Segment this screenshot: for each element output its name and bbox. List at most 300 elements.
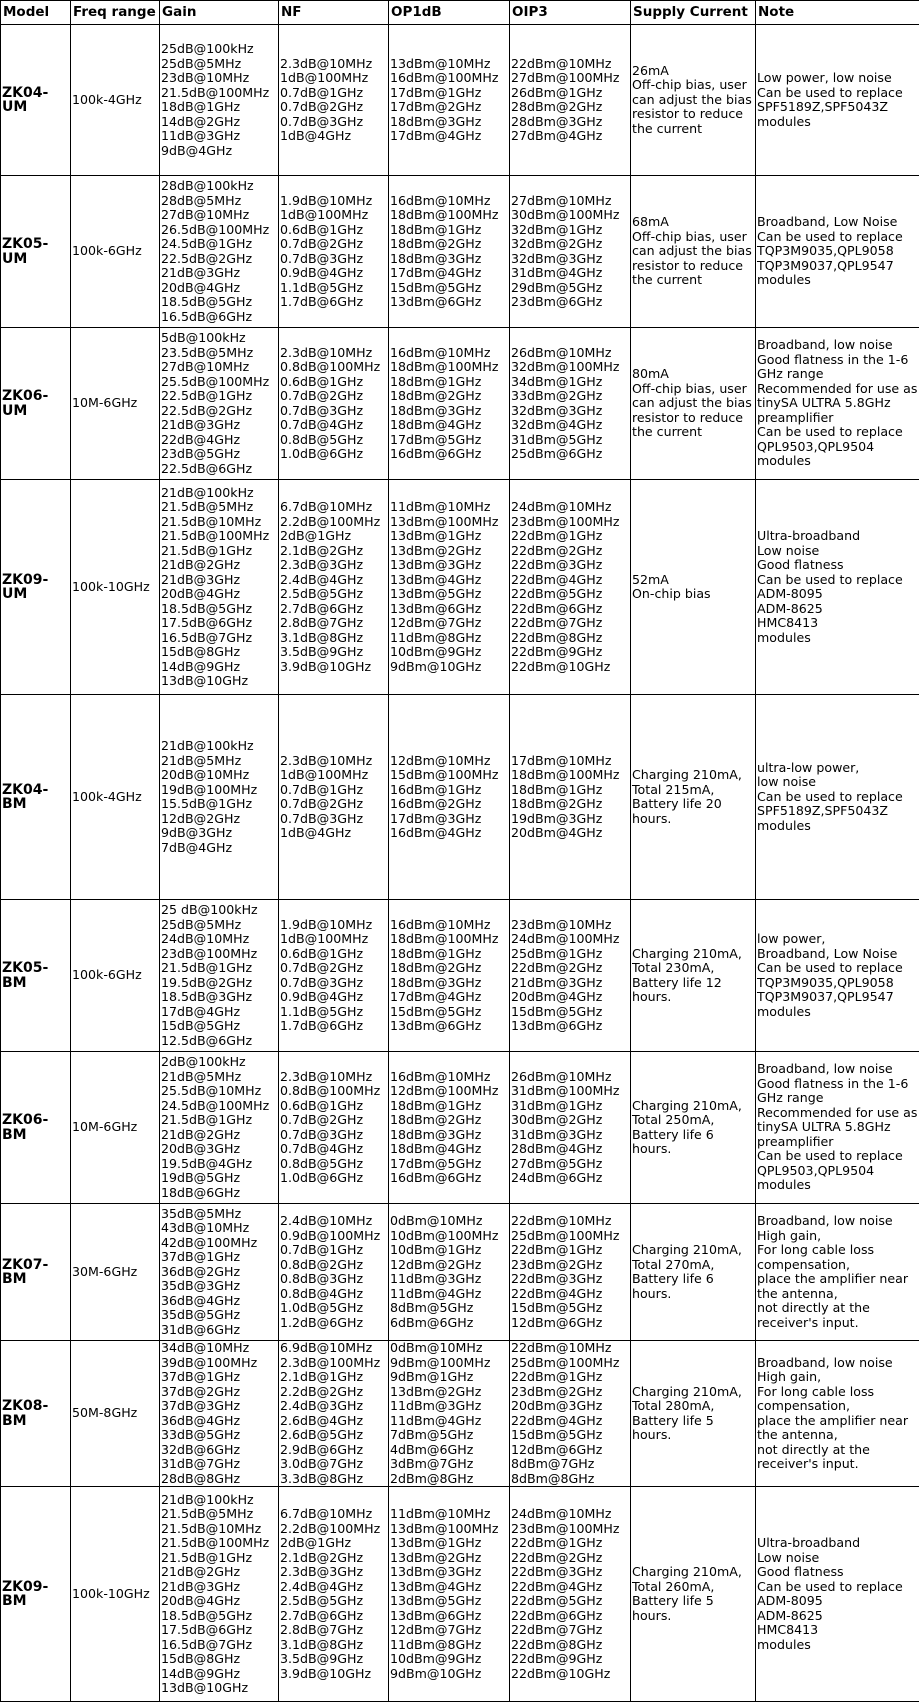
oip3-line: 31dBm@100MHz [511,1084,629,1099]
gain-line: 21.5dB@1GHz [161,1113,277,1128]
note-line: Broadband, Low Noise [757,215,918,230]
gain-line: 23dB@5GHz [161,447,277,462]
supply-current-cell [631,900,756,1052]
note-line: ADM-8625 [757,602,918,617]
nf-line: 2.4dB@4GHz [280,573,387,588]
note-line: Good flatness [757,558,918,573]
oip3-line: 22dBm@1GHz [511,1536,629,1551]
table-row [1,900,919,1052]
gain-line: 28dB@100kHz [161,179,277,194]
oip3-line: 33dBm@2GHz [511,389,629,404]
op1db-line: 18dBm@100MHz [390,360,508,375]
gain-line: 19.5dB@2GHz [161,976,277,991]
oip3-line: 26dBm@1GHz [511,86,629,101]
oip3-line: 23dBm@2GHz [511,1385,629,1400]
nf-line: 3.1dB@8GHz [280,1638,387,1653]
gain-line: 21.5dB@1GHz [161,1551,277,1566]
gain-line: 17dB@4GHz [161,1005,277,1020]
model-cell: ZK09-UM [1,480,71,695]
nf-cell [279,695,389,900]
gain-line: 11dB@3GHz [161,129,277,144]
note-line: High gain, [757,1370,918,1385]
header-freq-range: Freq range [71,1,160,25]
gain-line: 12dB@2GHz [161,812,277,827]
op1db-line: 13dBm@4GHz [390,573,508,588]
supply-current-cell [631,480,756,695]
note-line: low noise [757,775,918,790]
note-cell [756,1487,919,1702]
note-line: Ultra-broadband [757,529,918,544]
gain-line: 19dB@5GHz [161,1171,277,1186]
header-note: Note [756,1,919,25]
note-line: Low power, low noise [757,71,918,86]
op1db-line: 16dBm@2GHz [390,797,508,812]
oip3-line: 32dBm@2GHz [511,237,629,252]
nf-line: 0.9dB@100MHz [280,1229,387,1244]
op1db-line: 18dBm@100MHz [390,932,508,947]
note-line: Broadband, low noise [757,1062,918,1077]
nf-line: 1dB@4GHz [280,826,387,841]
oip3-line: 22dBm@9GHz [511,645,629,660]
gain-line: 9dB@4GHz [161,144,277,159]
oip3-cell [510,328,631,480]
oip3-cell [510,176,631,328]
op1db-line: 9dBm@100MHz [390,1356,508,1371]
gain-line: 21dB@3GHz [161,266,277,281]
nf-line: 0.6dB@1GHz [280,223,387,238]
oip3-line: 8dBm@7GHz [511,1457,629,1472]
nf-line: 0.6dB@1GHz [280,947,387,962]
gain-line: 24.5dB@100MHz [161,1099,277,1114]
gain-line: 15dB@8GHz [161,1652,277,1667]
gain-line: 25 dB@100kHz [161,903,277,918]
nf-line: 2.4dB@10MHz [280,1214,387,1229]
oip3-line: 28dBm@4GHz [511,1142,629,1157]
current-line: Charging 210mA, [632,1099,754,1114]
oip3-line: 25dBm@100MHz [511,1356,629,1371]
freq-range-cell: 100k-10GHz [71,1487,160,1702]
nf-line: 0.8dB@100MHz [280,360,387,375]
oip3-line: 26dBm@10MHz [511,1070,629,1085]
gain-line: 16.5dB@7GHz [161,1638,277,1653]
note-line: TQP3M9037,QPL9547 [757,990,918,1005]
op1db-line: 18dBm@1GHz [390,375,508,390]
op1db-line: 11dBm@3GHz [390,1399,508,1414]
note-line: Can be used to replace [757,1580,918,1595]
op1db-line: 13dBm@6GHz [390,602,508,617]
current-line: Battery life 6 hours. [632,1128,754,1157]
oip3-cell [510,1204,631,1341]
gain-cell [160,900,279,1052]
gain-line: 18.5dB@5GHz [161,1609,277,1624]
gain-line: 18dB@1GHz [161,100,277,115]
gain-line: 20dB@4GHz [161,281,277,296]
gain-cell [160,1341,279,1487]
nf-cell [279,1052,389,1204]
header-nf: NF [279,1,389,25]
oip3-line: 25dBm@1GHz [511,947,629,962]
current-line: Off-chip bias, user can adjust the bias resistor to reduce the current [632,382,754,440]
nf-line: 2.2dB@100MHz [280,1522,387,1537]
nf-cell [279,328,389,480]
supply-current-cell [631,176,756,328]
table-row [1,1341,919,1487]
note-line: Broadband, low noise [757,1214,918,1229]
gain-line: 21.5dB@100MHz [161,86,277,101]
oip3-line: 22dBm@2GHz [511,1551,629,1566]
oip3-cell [510,1487,631,1702]
oip3-line: 24dBm@10MHz [511,1507,629,1522]
oip3-line: 30dBm@100MHz [511,208,629,223]
op1db-line: 13dBm@3GHz [390,558,508,573]
gain-line: 18.5dB@3GHz [161,990,277,1005]
oip3-line: 15dBm@5GHz [511,1301,629,1316]
op1db-line: 11dBm@3GHz [390,1272,508,1287]
op1db-line: 16dBm@100MHz [390,71,508,86]
gain-line: 14dB@9GHz [161,1667,277,1682]
oip3-line: 12dBm@6GHz [511,1316,629,1331]
model-cell: ZK08-BM [1,1341,71,1487]
op1db-line: 13dBm@6GHz [390,295,508,310]
current-line: Battery life 12 hours. [632,976,754,1005]
op1db-line: 16dBm@10MHz [390,194,508,209]
table-row [1,328,919,480]
op1db-line: 4dBm@6GHz [390,1443,508,1458]
gain-line: 21dB@2GHz [161,1565,277,1580]
oip3-line: 22dBm@9GHz [511,1652,629,1667]
note-cell [756,695,919,900]
table-row [1,1487,919,1702]
op1db-line: 18dBm@2GHz [390,961,508,976]
supply-current-cell [631,1204,756,1341]
note-cell [756,900,919,1052]
gain-line: 21dB@5MHz [161,754,277,769]
gain-line: 37dB@1GHz [161,1250,277,1265]
oip3-line: 22dBm@10MHz [511,57,629,72]
supply-current-cell [631,25,756,176]
nf-line: 0.9dB@4GHz [280,266,387,281]
gain-line: 21dB@100kHz [161,1493,277,1508]
op1db-line: 13dBm@10MHz [390,57,508,72]
oip3-line: 22dBm@10MHz [511,1214,629,1229]
gain-line: 21dB@2GHz [161,1128,277,1143]
oip3-line: 32dBm@4GHz [511,418,629,433]
nf-line: 3.9dB@10GHz [280,1667,387,1682]
nf-line: 2.5dB@5GHz [280,587,387,602]
current-line: 52mA [632,573,754,588]
gain-line: 18dB@6GHz [161,1186,277,1201]
current-line: Total 280mA, [632,1399,754,1414]
op1db-line: 9dBm@10GHz [390,1667,508,1682]
nf-cell [279,900,389,1052]
op1db-line: 15dBm@5GHz [390,1005,508,1020]
oip3-line: 22dBm@10GHz [511,660,629,675]
gain-line: 35dB@5MHz [161,1207,277,1222]
op1db-line: 3dBm@7GHz [390,1457,508,1472]
freq-range-cell: 10M-6GHz [71,1052,160,1204]
gain-line: 31dB@7GHz [161,1457,277,1472]
nf-line: 1.7dB@6GHz [280,1019,387,1034]
oip3-line: 22dBm@2GHz [511,961,629,976]
op1db-line: 13dBm@1GHz [390,1536,508,1551]
oip3-cell [510,480,631,695]
freq-range-cell: 100k-4GHz [71,25,160,176]
oip3-line: 32dBm@3GHz [511,252,629,267]
gain-line: 21.5dB@5MHz [161,500,277,515]
oip3-line: 25dBm@100MHz [511,1229,629,1244]
nf-line: 0.6dB@1GHz [280,1099,387,1114]
oip3-line: 23dBm@100MHz [511,1522,629,1537]
gain-line: 36dB@2GHz [161,1265,277,1280]
gain-line: 14dB@2GHz [161,115,277,130]
gain-line: 22.5dB@2GHz [161,252,277,267]
table-row [1,25,919,176]
oip3-line: 18dBm@100MHz [511,768,629,783]
nf-line: 2.6dB@4GHz [280,1414,387,1429]
current-line: 26mA [632,64,754,79]
gain-line: 19dB@100MHz [161,783,277,798]
oip3-line: 31dBm@4GHz [511,266,629,281]
note-line: Broadband, low noise [757,1356,918,1371]
op1db-line: 12dBm@7GHz [390,616,508,631]
current-line: 68mA [632,215,754,230]
op1db-line: 11dBm@10MHz [390,1507,508,1522]
current-line: Charging 210mA, [632,1565,754,1580]
model-cell: ZK05-UM [1,176,71,328]
gain-line: 42dB@100MHz [161,1236,277,1251]
nf-line: 1.1dB@5GHz [280,281,387,296]
gain-line: 15.5dB@1GHz [161,797,277,812]
gain-cell [160,328,279,480]
nf-line: 0.6dB@1GHz [280,375,387,390]
gain-line: 26.5dB@100MHz [161,223,277,238]
current-line: 80mA [632,367,754,382]
oip3-line: 20dBm@3GHz [511,1399,629,1414]
gain-line: 24.5dB@1GHz [161,237,277,252]
table-row [1,1204,919,1341]
op1db-line: 18dBm@4GHz [390,1142,508,1157]
gain-line: 28dB@8GHz [161,1472,277,1487]
note-line: Broadband, Low Noise [757,947,918,962]
nf-cell [279,176,389,328]
freq-range-cell: 30M-6GHz [71,1204,160,1341]
nf-line: 2.3dB@10MHz [280,57,387,72]
op1db-line: 18dBm@1GHz [390,223,508,238]
nf-line: 0.8dB@2GHz [280,1258,387,1273]
op1db-line: 12dBm@100MHz [390,1084,508,1099]
note-line: Can be used to replace TQP3M9035,QPL9058 [757,961,918,990]
gain-line: 22.5dB@6GHz [161,462,277,477]
oip3-line: 25dBm@6GHz [511,447,629,462]
nf-line: 1dB@100MHz [280,768,387,783]
gain-line: 37dB@1GHz [161,1370,277,1385]
nf-line: 2.3dB@3GHz [280,558,387,573]
op1db-line: 16dBm@10MHz [390,918,508,933]
gain-line: 21dB@100kHz [161,486,277,501]
gain-line: 35dB@5GHz [161,1308,277,1323]
freq-range-cell: 10M-6GHz [71,328,160,480]
nf-line: 0.7dB@1GHz [280,86,387,101]
op1db-line: 13dBm@4GHz [390,1580,508,1595]
note-line: HMC8413 [757,1623,918,1638]
oip3-line: 8dBm@8GHz [511,1472,629,1487]
nf-line: 1dB@100MHz [280,71,387,86]
op1db-line: 18dBm@2GHz [390,237,508,252]
nf-line: 2.1dB@2GHz [280,544,387,559]
op1db-cell [389,1052,510,1204]
gain-line: 21.5dB@1GHz [161,961,277,976]
nf-line: 1dB@100MHz [280,208,387,223]
model-cell: ZK05-BM [1,900,71,1052]
nf-line: 2.8dB@7GHz [280,616,387,631]
op1db-line: 18dBm@2GHz [390,389,508,404]
nf-line: 1.0dB@5GHz [280,1301,387,1316]
op1db-line: 16dBm@6GHz [390,1171,508,1186]
op1db-line: 11dBm@4GHz [390,1287,508,1302]
note-line: modules [757,1638,918,1653]
gain-line: 12.5dB@6GHz [161,1034,277,1049]
note-line: Can be used to replace TQP3M9035,QPL9058 [757,230,918,259]
model-cell: ZK04-BM [1,695,71,900]
nf-line: 0.7dB@2GHz [280,797,387,812]
op1db-line: 13dBm@1GHz [390,529,508,544]
gain-line: 21dB@3GHz [161,573,277,588]
note-line: Good flatness in the 1-6 GHz range [757,1077,918,1106]
note-line: Can be used to replace SPF5189Z,SPF5043Z modules [757,790,918,834]
gain-line: 35dB@3GHz [161,1279,277,1294]
oip3-line: 31dBm@5GHz [511,433,629,448]
op1db-cell [389,1204,510,1341]
nf-line: 2.4dB@4GHz [280,1580,387,1595]
oip3-line: 15dBm@5GHz [511,1005,629,1020]
gain-line: 5dB@100kHz [161,331,277,346]
op1db-line: 10dBm@9GHz [390,645,508,660]
nf-line: 0.8dB@3GHz [280,1272,387,1287]
gain-cell [160,1487,279,1702]
supply-current-cell [631,1341,756,1487]
oip3-line: 31dBm@3GHz [511,1128,629,1143]
oip3-line: 32dBm@100MHz [511,360,629,375]
op1db-line: 13dBm@5GHz [390,1594,508,1609]
op1db-cell [389,25,510,176]
op1db-line: 17dBm@2GHz [390,100,508,115]
oip3-line: 22dBm@8GHz [511,1638,629,1653]
nf-line: 2.3dB@100MHz [280,1356,387,1371]
gain-line: 22.5dB@2GHz [161,404,277,419]
nf-line: 2.5dB@5GHz [280,1594,387,1609]
supply-current-cell [631,1487,756,1702]
op1db-line: 17dBm@4GHz [390,266,508,281]
note-line: Broadband, low noise [757,338,918,353]
oip3-line: 22dBm@1GHz [511,529,629,544]
nf-line: 0.7dB@3GHz [280,1128,387,1143]
nf-line: 2.8dB@7GHz [280,1623,387,1638]
nf-line: 3.5dB@9GHz [280,1652,387,1667]
gain-line: 15dB@5GHz [161,1019,277,1034]
oip3-line: 22dBm@6GHz [511,602,629,617]
gain-cell [160,480,279,695]
note-line: Recommended for use as tinySA ULTRA 5.8GHz preamplifier [757,382,918,426]
op1db-line: 18dBm@3GHz [390,404,508,419]
gain-line: 21.5dB@1GHz [161,544,277,559]
oip3-line: 23dBm@2GHz [511,1258,629,1273]
note-line: ultra-low power, [757,761,918,776]
gain-line: 25dB@5MHz [161,918,277,933]
nf-line: 1dB@100MHz [280,932,387,947]
op1db-line: 17dBm@5GHz [390,433,508,448]
gain-line: 20dB@4GHz [161,1594,277,1609]
oip3-line: 31dBm@1GHz [511,1099,629,1114]
current-line: Charging 210mA, [632,768,754,783]
nf-line: 2.1dB@1GHz [280,1370,387,1385]
gain-line: 27dB@10MHz [161,360,277,375]
nf-line: 3.9dB@10GHz [280,660,387,675]
note-line: place the amplifier near the antenna, [757,1272,918,1301]
nf-line: 2.3dB@3GHz [280,1565,387,1580]
nf-line: 1.9dB@10MHz [280,918,387,933]
gain-line: 36dB@4GHz [161,1294,277,1309]
note-cell [756,25,919,176]
current-line: Total 230mA, [632,961,754,976]
oip3-line: 22dBm@3GHz [511,1272,629,1287]
oip3-cell [510,900,631,1052]
gain-line: 18.5dB@5GHz [161,602,277,617]
oip3-line: 22dBm@4GHz [511,573,629,588]
note-cell [756,1204,919,1341]
header-oip3: OIP3 [510,1,631,25]
nf-line: 2dB@1GHz [280,1536,387,1551]
op1db-line: 0dBm@10MHz [390,1341,508,1356]
gain-cell [160,176,279,328]
gain-line: 14dB@9GHz [161,660,277,675]
note-line: High gain, [757,1229,918,1244]
nf-line: 0.8dB@100MHz [280,1084,387,1099]
gain-line: 33dB@5GHz [161,1428,277,1443]
nf-line: 2.4dB@3GHz [280,1399,387,1414]
gain-line: 24dB@10MHz [161,932,277,947]
op1db-line: 18dBm@4GHz [390,418,508,433]
op1db-line: 10dBm@1GHz [390,1243,508,1258]
table-row [1,695,919,900]
oip3-line: 23dBm@6GHz [511,295,629,310]
oip3-line: 32dBm@1GHz [511,223,629,238]
oip3-line: 15dBm@5GHz [511,1428,629,1443]
op1db-cell [389,1487,510,1702]
note-line: Good flatness in the 1-6 GHz range [757,353,918,382]
op1db-cell [389,176,510,328]
gain-line: 21.5dB@100MHz [161,529,277,544]
note-line: modules [757,1005,918,1020]
oip3-line: 34dBm@1GHz [511,375,629,390]
nf-line: 2.3dB@10MHz [280,1070,387,1085]
oip3-line: 22dBm@10GHz [511,1667,629,1682]
gain-line: 25.5dB@100MHz [161,375,277,390]
model-cell: ZK04-UM [1,25,71,176]
oip3-line: 22dBm@1GHz [511,1370,629,1385]
current-line: Total 260mA, [632,1580,754,1595]
nf-line: 0.7dB@2GHz [280,1113,387,1128]
current-line: Total 250mA, [632,1113,754,1128]
gain-line: 23dB@100MHz [161,947,277,962]
nf-line: 0.7dB@3GHz [280,812,387,827]
note-line: low power, [757,932,918,947]
freq-range-cell: 100k-6GHz [71,900,160,1052]
current-line: Battery life 5 hours. [632,1414,754,1443]
oip3-line: 22dBm@4GHz [511,1580,629,1595]
gain-line: 36dB@4GHz [161,1414,277,1429]
nf-line: 1.2dB@6GHz [280,1316,387,1331]
nf-cell [279,480,389,695]
